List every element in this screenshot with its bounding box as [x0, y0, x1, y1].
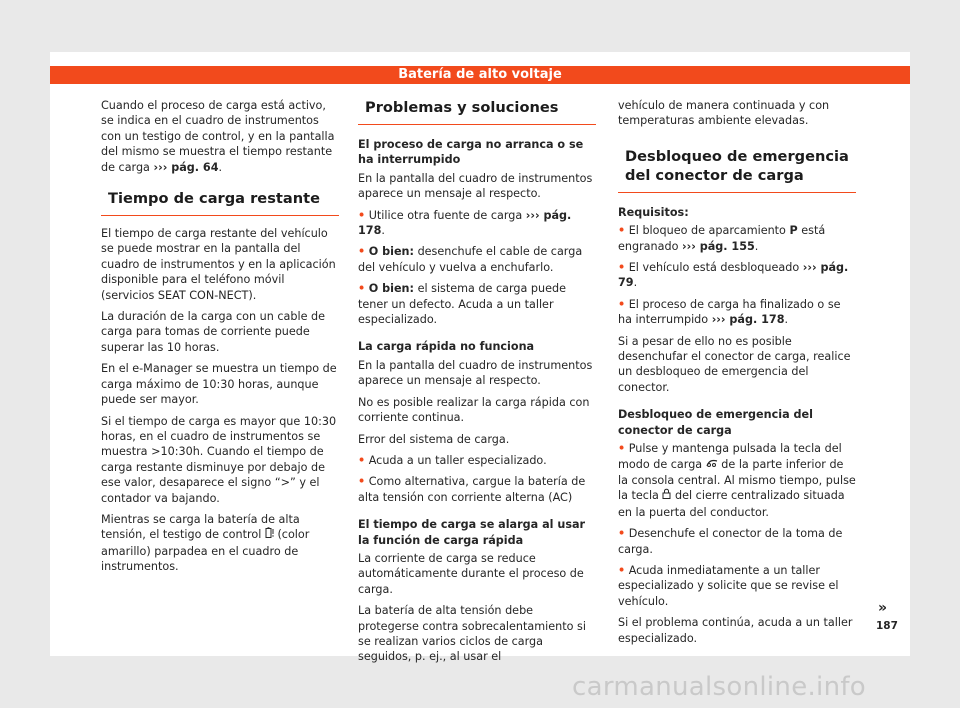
bullet-item: • Como alternativa, cargue la batería de alta tensión con corriente alterna (AC)	[358, 475, 586, 504]
paragraph: En el e-Manager se muestra un tiempo de carga máximo de 10:30 horas, aunque puede ser mayor.	[101, 362, 337, 407]
section-heading-box	[618, 147, 856, 193]
continue-marker: »	[878, 600, 888, 616]
battery-warning-icon	[265, 527, 274, 543]
page-reference[interactable]: ››› pág. 178	[711, 313, 785, 327]
bullet-item: • Desenchufe el conector de la toma de carga.	[618, 527, 843, 556]
page-reference[interactable]: ››› pág. 155	[682, 239, 755, 253]
bullet-icon: •	[358, 475, 366, 489]
bullet-item: • Acuda a un taller especializado.	[358, 453, 547, 467]
bullet-item: • Acuda inmediatamente a un taller especializado y solicite que se revise el vehículo.	[618, 563, 839, 608]
subheading: La carga rápida no funciona	[358, 340, 535, 354]
bullet-icon: •	[358, 282, 366, 296]
bullet-icon: •	[618, 527, 626, 541]
bullet-icon: •	[618, 224, 626, 238]
bullet-icon: •	[618, 297, 626, 311]
subheading: El proceso de carga no arranca o se ha interrumpido	[358, 138, 584, 167]
bullet-item: • El vehículo está desbloqueado ››› pág. 79.	[618, 261, 849, 290]
paragraph: En la pantalla del cuadro de instrumentos aparece un mensaje al respecto.	[358, 358, 593, 388]
bullet-icon: •	[618, 563, 626, 577]
paragraph: Si el tiempo de carga es mayor que 10:30 horas, en el cuadro de instrumentos se muestra >10:30h. Cuando el tiempo de carga restante disminuye por debajo de ese valor, desaparece el signo “>” y el contador va bajando.	[101, 414, 337, 505]
paragraph: No es posible realizar la carga rápida con corriente continua.	[358, 395, 590, 425]
bullet-icon: •	[618, 442, 626, 456]
paragraph: La corriente de carga se reduce automáticamente durante el proceso de carga.	[358, 551, 584, 596]
page-reference[interactable]: ››› pág. 178	[358, 208, 572, 238]
page-reference[interactable]: ››› pág. 79	[618, 261, 849, 290]
chapter-header: Batería de alto voltaje	[50, 66, 910, 84]
subheading: Requisitos:	[618, 205, 689, 219]
section-heading-box	[101, 189, 339, 216]
column-middle	[358, 98, 596, 671]
bullet-item: • O bien: desenchufe el cable de carga del vehículo y vuelva a enchufarlo.	[358, 245, 583, 274]
section-title-problems: Problemas y soluciones	[365, 99, 559, 116]
watermark: carmanualsonline.info	[572, 672, 867, 702]
lock-icon	[662, 488, 671, 504]
intro-paragraph: Cuando el proceso de carga está activo, se indica en el cuadro de instrumentos con un testigo de control, y en la pantalla del mismo se muestra el tiempo restante de carga ››› pág. 64.	[101, 99, 335, 174]
bullet-item: • El bloqueo de aparcamiento P está engranado ››› pág. 155.	[618, 224, 826, 253]
bullet-item: • Utilice otra fuente de carga ››› pág. 178.	[358, 208, 572, 238]
column-left	[101, 98, 339, 581]
paragraph: El tiempo de carga restante del vehículo se puede mostrar en la pantalla del cuadro de instrumentos y en la aplicación disponible para el teléfono móvil (servicios SEAT CON-NECT).	[101, 227, 336, 302]
paragraph: La batería de alta tensión debe protegerse contra sobrecalentamiento si se realizan varios ciclos de carga seguidos, p. ej., al usar el	[358, 604, 586, 664]
subheading: El tiempo de carga se alarga al usar la función de carga rápida	[358, 518, 586, 547]
bullet-icon: •	[358, 245, 366, 259]
paragraph: Mientras se carga la batería de alta tensión, el testigo de control (color amarillo) parpadea en el cuadro de instrumentos.	[101, 512, 310, 574]
bullet-icon: •	[618, 261, 626, 275]
subheading: Desbloqueo de emergencia del conector de carga	[618, 408, 813, 437]
column-right	[618, 98, 856, 652]
paragraph: Si a pesar de ello no es posible desenchufar el conector de carga, realice un desbloqueo de emergencia del conector.	[618, 334, 851, 394]
paragraph: vehículo de manera continuada y con temperaturas ambiente elevadas.	[618, 99, 830, 128]
paragraph: Error del sistema de carga.	[358, 432, 510, 446]
charging-mode-icon	[706, 458, 718, 473]
section-heading-box	[358, 98, 596, 125]
paragraph: La duración de la carga con un cable de carga para tomas de corriente puede superar las 10 horas.	[101, 310, 326, 354]
paragraph: Si el problema continúa, acuda a un taller especializado.	[618, 616, 853, 645]
section-title-emergency-unlock: Desbloqueo de emergencia del conector de carga	[625, 147, 849, 184]
bullet-item: • Pulse y mantenga pulsada la tecla del modo de carga de la parte inferior de la consola central. Al mismo tiempo, pulse la tecla del cierre centralizado situada en la puerta del conductor.	[618, 442, 856, 519]
paragraph: En la pantalla del cuadro de instrumentos aparece un mensaje al respecto.	[358, 171, 593, 201]
page-reference[interactable]: ››› pág. 64	[153, 160, 219, 174]
bullet-icon: •	[358, 453, 366, 467]
section-title-remaining-time: Tiempo de carga restante	[108, 190, 320, 208]
bullet-item: • El proceso de carga ha finalizado o se ha interrumpido ››› pág. 178.	[618, 297, 841, 327]
bullet-icon: •	[358, 208, 366, 222]
page-number: 187	[876, 620, 898, 632]
bullet-item: • O bien: el sistema de carga puede tener un defecto. Acuda a un taller especializado.	[358, 282, 566, 327]
